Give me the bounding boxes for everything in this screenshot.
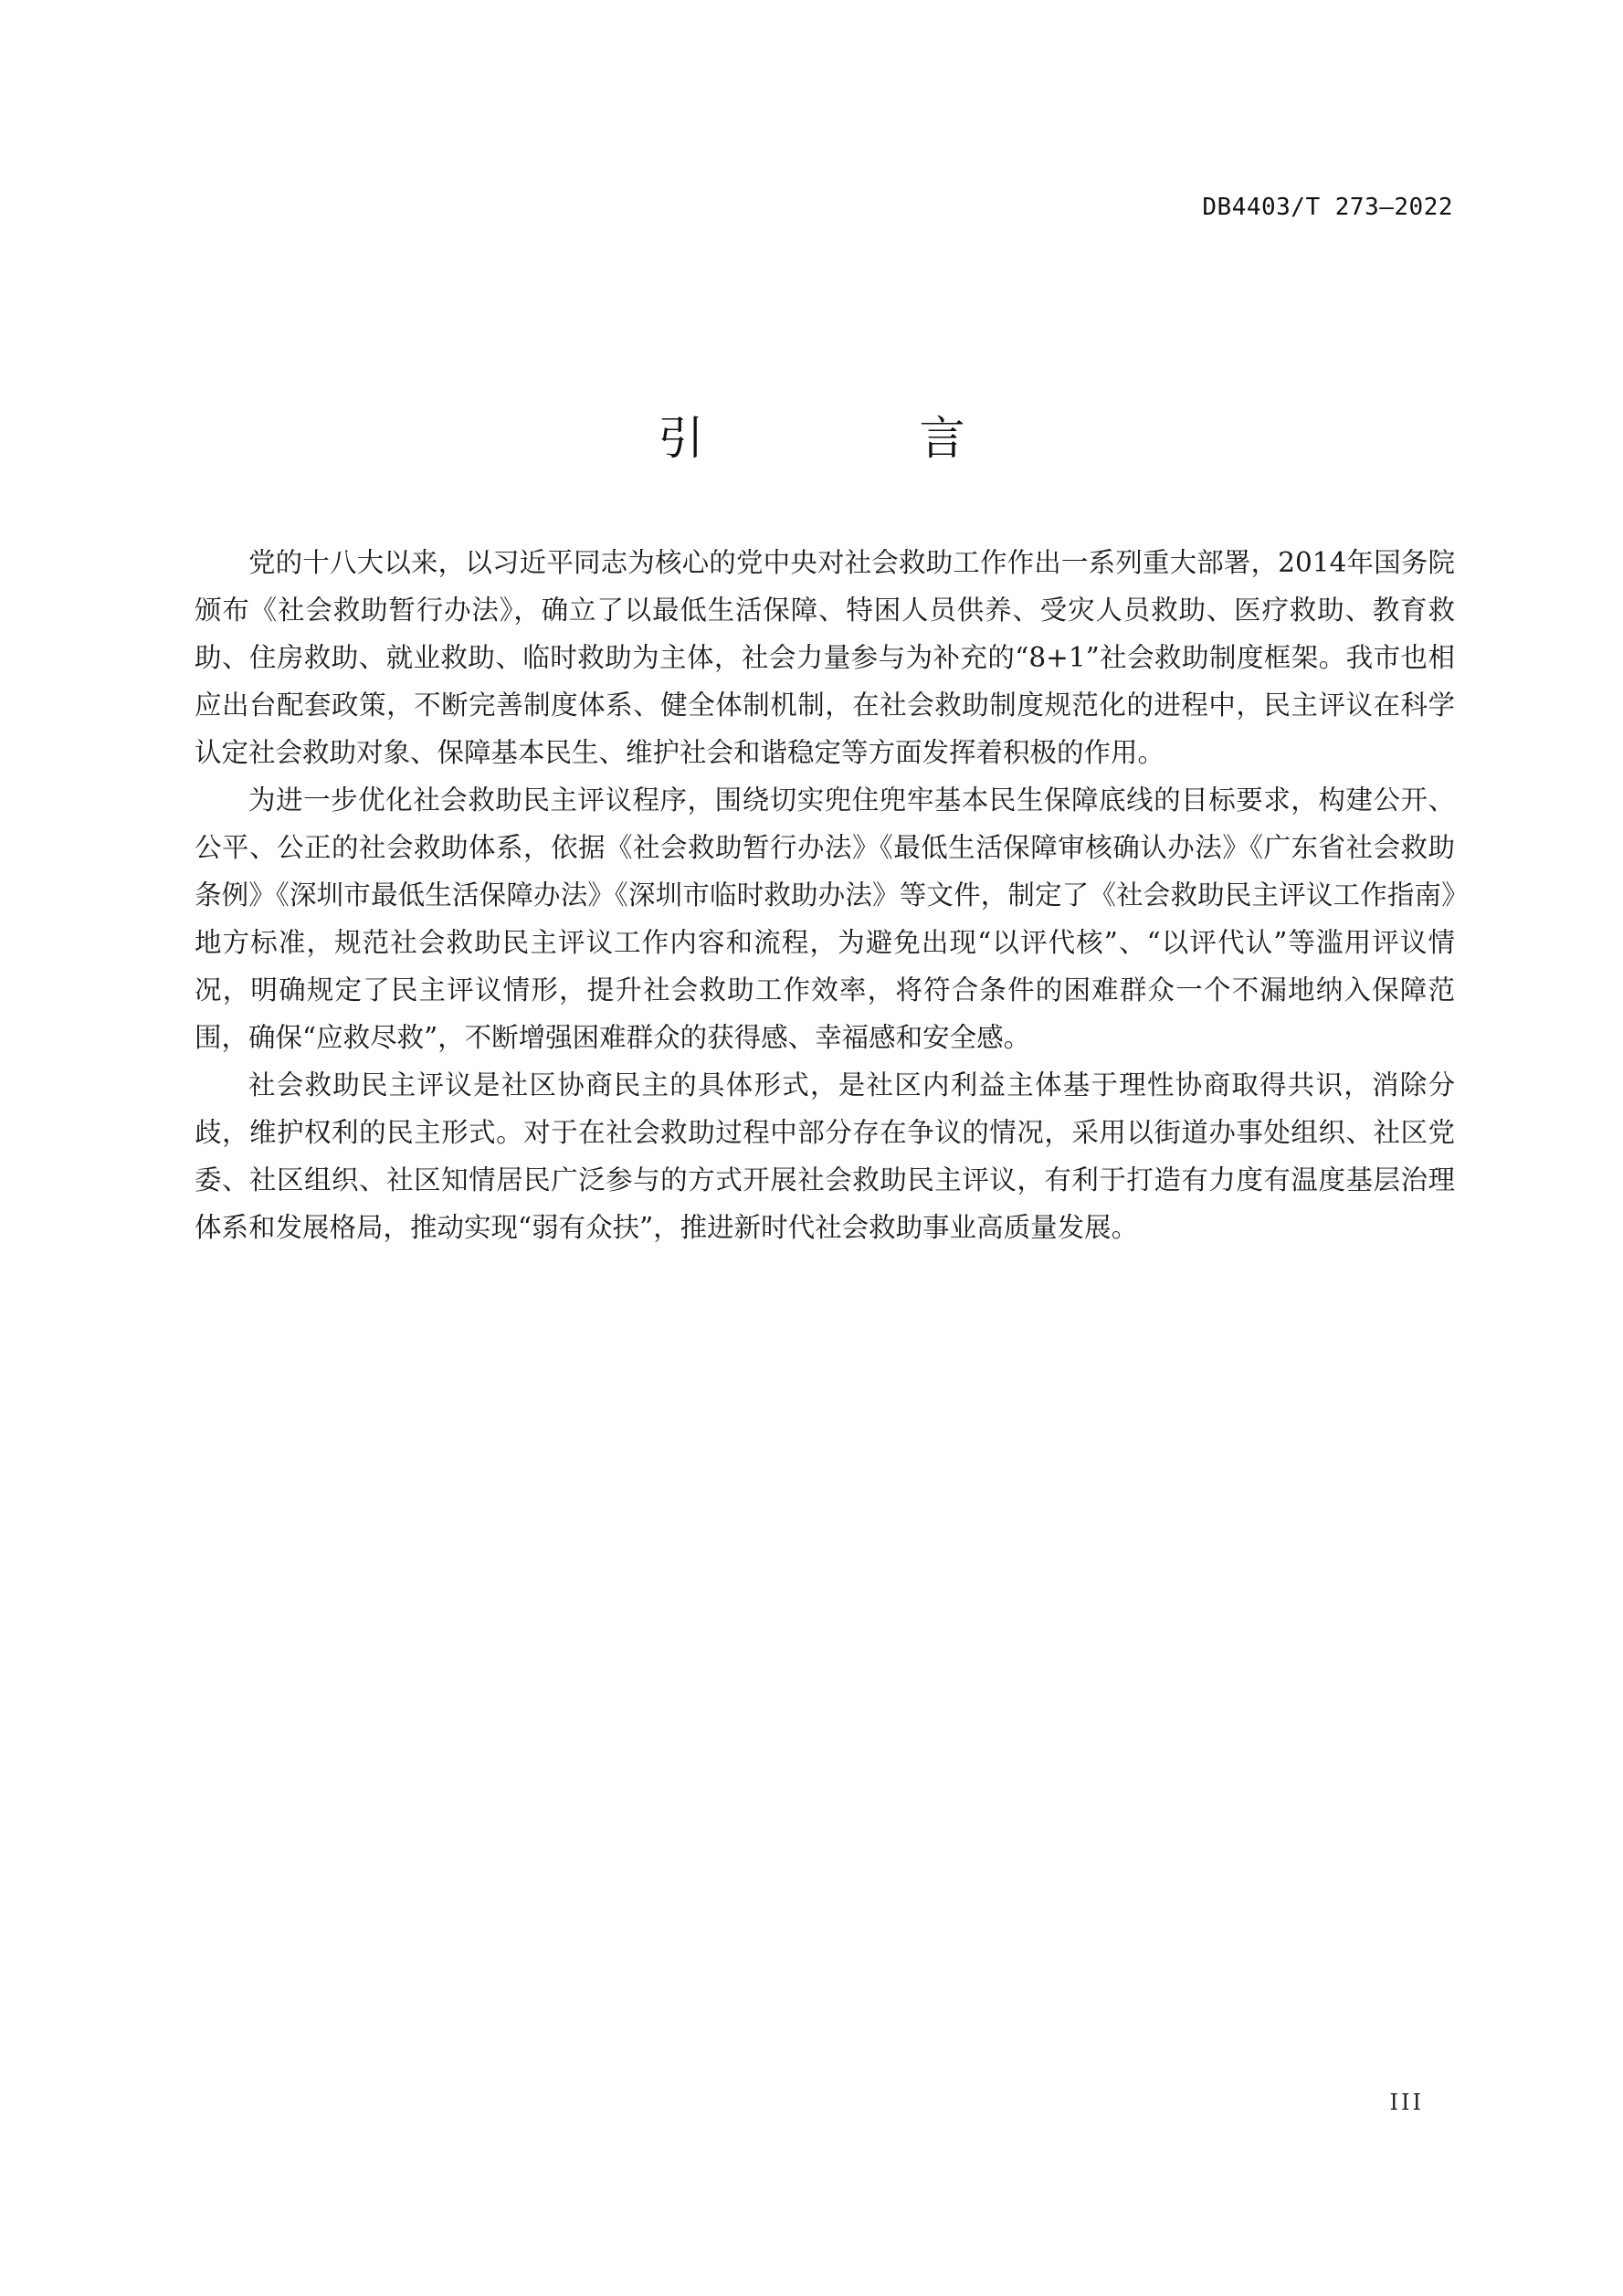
paragraph-2: 为进一步优化社会救助民主评议程序，围绕切实兜住兜牢基本民生保障底线的目标要求，构建公开、公平、公正的社会救助体系，依据《社会救助暂行办法》《最低生活保障审核确认办法》《广东省社会救助条例》《深圳市最低生活保障办法》《深圳市临时救助办法》等文件，制定了《社会救助民主评议工作指南》地方标准，规范社会救助民主评议工作内容和流程，为避免出现“以评代核”、“以评代认”等滥用评议情况，明确规定了民主评议情形，提升社会救助工作效率，将符合条件的困难群众一个不漏地纳入保障范围，确保“应救尽救”，不断增强困难群众的获得感、幸福感和安全感。 xyxy=(195,785,1455,1053)
standard-number: DB4403/T 273—2022 xyxy=(1202,194,1453,221)
body-text xyxy=(195,539,1455,1251)
section-title: 引 言 xyxy=(658,412,1066,465)
paragraph-3: 社会救助民主评议是社区协商民主的具体形式，是社区内利益主体基于理性协商取得共识，消除分歧，维护权利的民主形式。对于在社会救助过程中部分存在争议的情况，采用以街道办事处组织、社区党委、社区组织、社区知情居民广泛参与的方式开展社会救助民主评议，有利于打造有力度有温度基层治理体系和发展格局，推动实现“弱有众扶”，推进新时代社会救助事业高质量发展。 xyxy=(195,1069,1455,1243)
paragraph-1: 党的十八大以来，以习近平同志为核心的党中央对社会救助工作作出一系列重大部署，2014年国务院颁布《社会救助暂行办法》，确立了以最低生活保障、特困人员供养、受灾人员救助、医疗救助、教育救助、住房救助、就业救助、临时救助为主体，社会力量参与为补充的“8+1”社会救助制度框架。我市也相应出台配套政策，不断完善制度体系、健全体制机制，在社会救助制度规范化的进程中，民主评议在科学认定社会救助对象、保障基本民生、维护社会和谐稳定等方面发挥着积极的作用。 xyxy=(195,547,1455,768)
page-number: III xyxy=(1389,2090,1424,2115)
